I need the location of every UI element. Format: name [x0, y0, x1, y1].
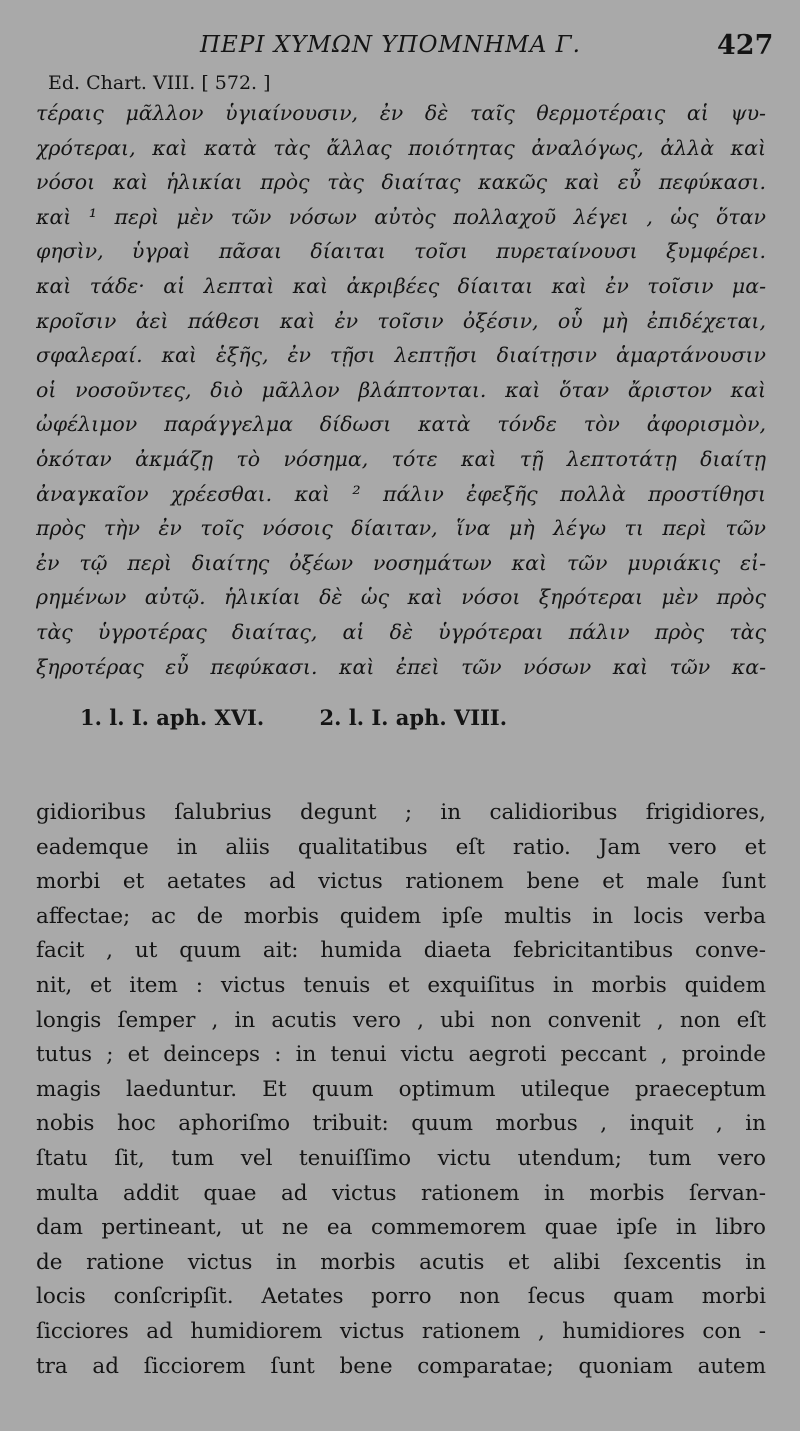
greek-line: χρότεραι, καὶ κατὰ τὰς ἄλλας ποιότητας ἀναλόγως, ἀλλὰ καὶ [36, 135, 766, 160]
latin-text-block [36, 796, 766, 1384]
latin-line: eademque in aliis qualitatibus eſt ratio. Jam vero et [36, 834, 766, 860]
latin-line: multa addit quae ad victus rationem in morbis ſervan- [36, 1180, 766, 1206]
edition-reference: Ed. Chart. VIII. [ 572. ] [48, 72, 271, 94]
greek-line: οἱ νοσοῦντες, διὸ μᾶλλον βλάπτονται. καὶ ὅταν ἄριστον καὶ [36, 377, 766, 402]
latin-line: magis laeduntur. Et quum optimum utileque praeceptum [36, 1076, 766, 1102]
latin-line: longis ſemper , in acutis vero , ubi non convenit , non eſt [36, 1007, 766, 1033]
greek-line: νόσοι καὶ ἡλικίαι πρὸς τὰς διαίτας κακῶς καὶ εὖ πεφύκασι. [36, 170, 766, 195]
greek-text-block [36, 96, 766, 684]
greek-line: πρὸς τὴν ἐν τοῖς νόσοις δίαιταν, ἵνα μὴ λέγω τι περὶ τῶν [36, 516, 766, 541]
footnotes [80, 705, 507, 730]
latin-line: ſtatu ſit, tum vel tenuiſſimo victu utendum; tum vero [36, 1145, 766, 1171]
greek-line: ἀναγκαῖον χρέεσθαι. καὶ ² πάλιν ἐφεξῆς πολλὰ προστίθησι [36, 481, 766, 506]
latin-line: nit, et item : victus tenuis et exquiſitus in morbis quidem [36, 972, 766, 998]
latin-line: dam pertineant, ut ne ea commemorem quae ipſe in libro [36, 1215, 766, 1241]
greek-line: καὶ ¹ περὶ μὲν τῶν νόσων αὐτὸς πολλαχοῦ λέγει , ὡς ὅταν [36, 204, 766, 229]
latin-line: tutus ; et deinceps : in tenui victu aegroti peccant , proinde [36, 1042, 766, 1068]
latin-line: locis conſcripſit. Aetates porro non ſecus quam morbi [36, 1284, 766, 1310]
latin-line: tra ad ſicciorem ſunt bene comparatae; quoniam autem [36, 1353, 766, 1379]
greek-line: σφαλεραί. καὶ ἑξῆς, ἐν τῇσι λεπτῇσι διαίτῃσιν ἁμαρτάνουσιν [36, 343, 766, 368]
latin-line: morbi et aetates ad victus rationem bene et male ſunt [36, 869, 766, 895]
greek-line: ἐν τῷ περὶ διαίτης ὀξέων νοσημάτων καὶ τῶν μυριάκις εἰ- [36, 550, 766, 575]
latin-line: facit , ut quum ait: humida diaeta febricitantibus conve- [36, 938, 766, 964]
footnote-2: 2. l. I. aph. VIII. [319, 705, 508, 730]
latin-line: gidioribus ſalubrius degunt ; in calidioribus frigidiores, [36, 800, 766, 825]
page-number: 427 [717, 30, 774, 61]
latin-line: affectae; ac de morbis quidem ipſe multis in locis verba [36, 903, 766, 929]
page-header [0, 28, 800, 68]
greek-line: τὰς ὑγροτέρας διαίτας, αἱ δὲ ὑγρότεραι πάλιν πρὸς τὰς [36, 619, 766, 644]
greek-line: ὠφέλιμον παράγγελμα δίδωσι κατὰ τόνδε τὸν ἀφορισμὸν, [36, 412, 766, 437]
greek-line: τέραις μᾶλλον ὑγιαίνουσιν, ἐν δὲ ταῖς θερμοτέραις αἱ ψυ- [36, 101, 766, 125]
greek-line: ξηροτέρας εὖ πεφύκασι. καὶ ἐπεὶ τῶν νόσων καὶ τῶν κα- [36, 654, 766, 679]
footnote-1: 1. l. I. aph. XVI. [80, 705, 265, 730]
greek-line: ὁκόταν ἀκμάζῃ τὸ νόσημα, τότε καὶ τῇ λεπτοτάτῃ διαίτῃ [36, 446, 766, 471]
latin-line: de ratione victus in morbis acutis et alibi ſexcentis in [36, 1249, 766, 1275]
greek-line: ρημένων αὐτῷ. ἡλικίαι δὲ ὡς καὶ νόσοι ξηρότεραι μὲν πρὸς [36, 585, 766, 610]
latin-line: ſicciores ad humidiorem victus rationem , humidiores con - [36, 1318, 766, 1344]
latin-line: nobis hoc aphoriſmo tribuit: quum morbus , inquit , in [36, 1111, 766, 1137]
greek-line: καὶ τάδε· αἱ λεπταὶ καὶ ἀκριβέες δίαιται καὶ ἐν τοῖσιν μα- [36, 273, 766, 298]
greek-line: κροῖσιν ἀεὶ πάθεσι καὶ ἐν τοῖσιν ὀξέσιν, οὗ μὴ ἐπιδέχεται, [36, 308, 766, 333]
greek-line: φησὶν, ὑγραὶ πᾶσαι δίαιται τοῖσι πυρεταίνουσι ξυμφέρει. [36, 239, 766, 264]
running-title: ΠΕΡΙ ΧΥΜΩΝ ΥΠΟΜΝΗΜΑ Γ. [200, 32, 581, 58]
